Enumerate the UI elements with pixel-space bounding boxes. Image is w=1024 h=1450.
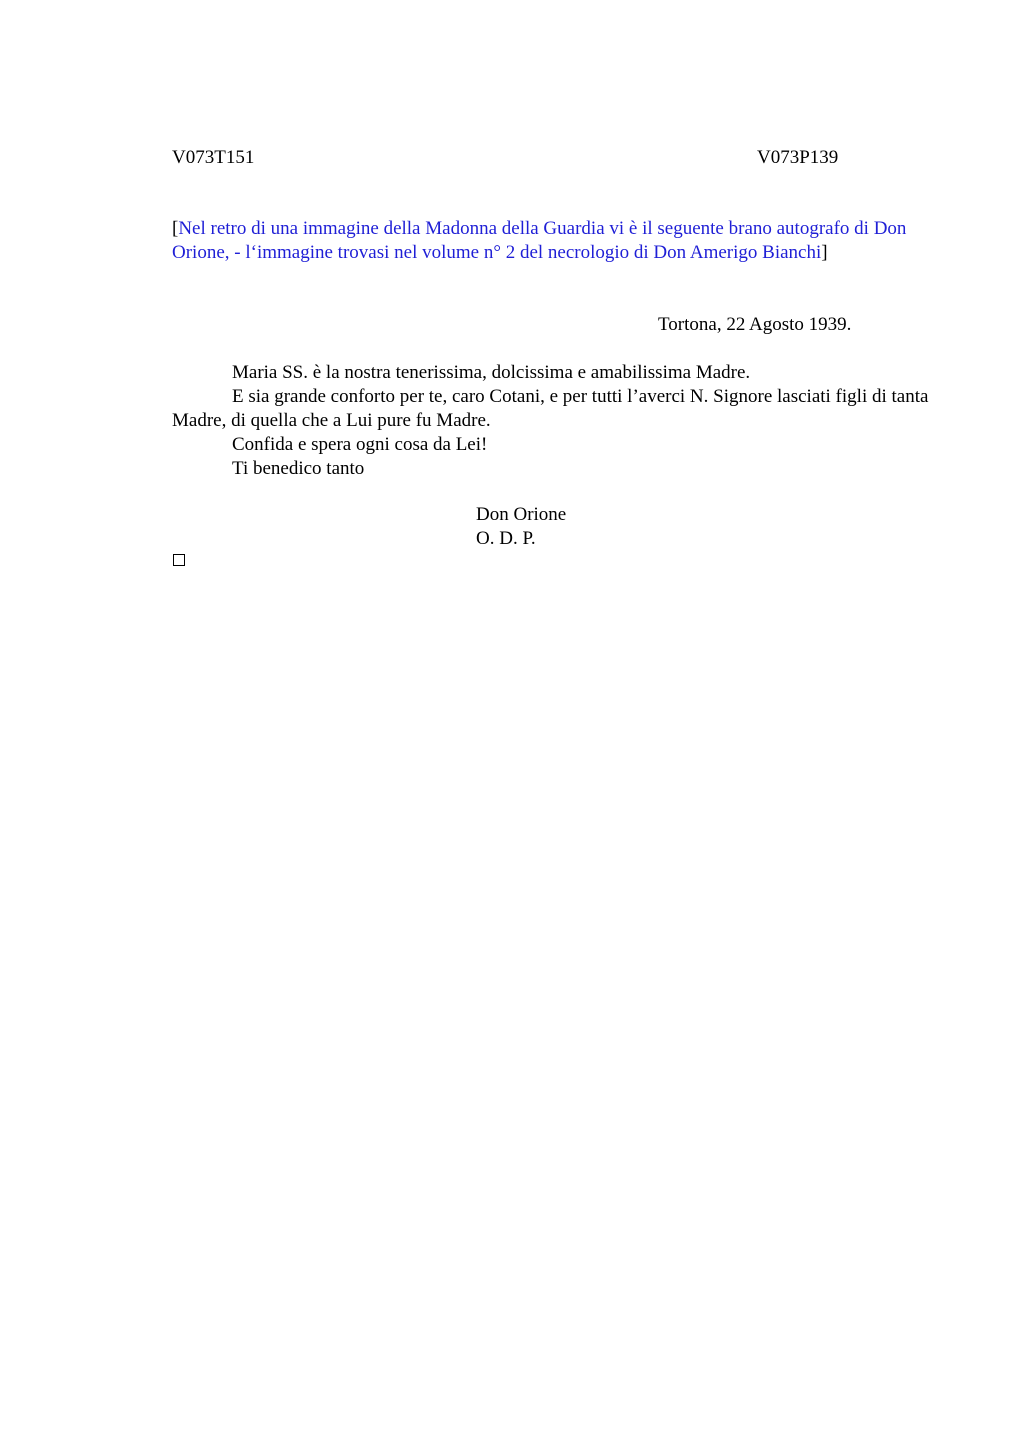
note-text: Nel retro di una immagine della Madonna della Guardia vi è il seguente brano autografo di Don Orione, - l‘immagine trovasi nel volume n° 2 del necrologio di Don Amerigo Bianchi bbox=[172, 218, 907, 263]
editorial-note bbox=[172, 217, 917, 265]
reference-code-left: V073T151 bbox=[172, 147, 255, 168]
letter-date: Tortona, 22 Agosto 1939. bbox=[658, 314, 852, 335]
letter-paragraph: E sia grande conforto per te, caro Cotani, e per tutti l’averci N. Signore lasciati figli di tanta Madre, di quella che a Lui pure fu Madre. bbox=[172, 386, 929, 431]
note-close-bracket: ] bbox=[821, 242, 828, 263]
letter-body bbox=[172, 361, 932, 481]
letter-paragraph: Confida e spera ogni cosa da Lei! bbox=[232, 434, 488, 455]
note-open-bracket: [ bbox=[172, 218, 179, 239]
signature-name: Don Orione bbox=[476, 504, 567, 525]
letter-paragraph: Ti benedico tanto bbox=[232, 458, 365, 479]
signature-title: O. D. P. bbox=[476, 528, 536, 549]
letter-paragraph: Maria SS. è la nostra tenerissima, dolcissima e amabilissima Madre. bbox=[232, 362, 751, 383]
reference-code-right: V073P139 bbox=[757, 147, 839, 168]
empty-box-glyph bbox=[173, 554, 185, 566]
